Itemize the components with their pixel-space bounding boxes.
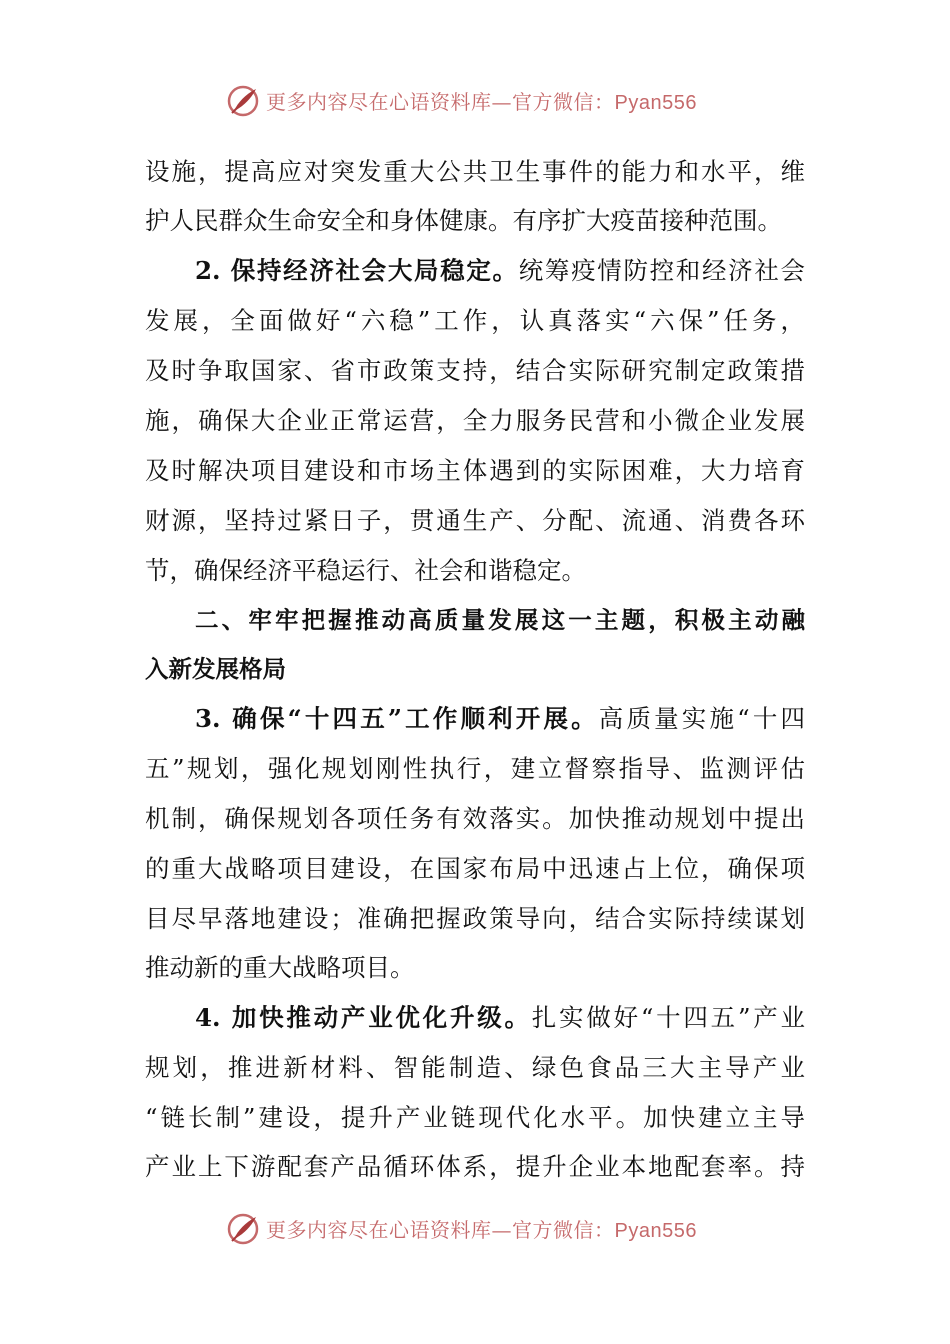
body-line: 五”规划，强化规划刚性执行，建立督察指导、监测评估 (145, 754, 805, 783)
footer-banner (0, 1210, 950, 1250)
wechat-id: Pyan556 (614, 1220, 697, 1242)
body-line: 及时争取国家、省市政策支持，结合实际研究制定政策措 (145, 356, 805, 385)
banner-caption: 更多内容尽在心语资料库—官方微信： (266, 1218, 615, 1242)
header-banner-text (266, 88, 697, 117)
body-line: 推动新的重大战略项目。 (145, 953, 415, 982)
wechat-id: Pyan556 (614, 92, 697, 114)
body-line: 施，确保大企业正常运营，全力服务民营和小微企业发展 (145, 406, 805, 435)
item2-title: 2. 保持经济社会大局稳定。 (195, 256, 519, 285)
footer-banner-text (266, 1216, 697, 1245)
body-line: 规划，推进新材料、智能制造、绿色食品三大主导产业 (145, 1053, 805, 1082)
body-line: “链长制”建设，提升产业链现代化水平。加快建立主导 (145, 1103, 805, 1132)
body-line: 目尽早落地建设；准确把握政策导向，结合实际持续谋划 (145, 904, 805, 933)
body-line: 产业上下游配套产品循环体系，提升企业本地配套率。持 (145, 1152, 805, 1181)
item3-first-line (195, 701, 805, 737)
body-line: 机制，确保规划各项任务有效落实。加快推动规划中提出 (145, 804, 805, 833)
banner-caption: 更多内容尽在心语资料库—官方微信： (266, 90, 615, 114)
body-line: 财源，坚持过紧日子，贯通生产、分配、流通、消费各环 (145, 506, 805, 535)
body-line: 发展，全面做好“六稳”工作，认真落实“六保”任务， (145, 306, 805, 335)
body-line: 的重大战略项目建设，在国家布局中迅速占上位，确保项 (145, 854, 805, 883)
item3-text: 高质量实施“十四 (598, 704, 805, 733)
feather-pen-logo-icon (226, 1212, 260, 1246)
item3-title: 3. 确保“十四五”工作顺利开展。 (195, 704, 599, 733)
item4-first-line (195, 1000, 805, 1036)
item4-title: 4. 加快推动产业优化升级。 (195, 1003, 532, 1032)
feather-pen-logo-icon (226, 84, 260, 118)
item2-text: 统筹疫情防控和经济社会 (518, 256, 806, 285)
item2-first-line (195, 253, 805, 289)
header-banner (0, 82, 950, 122)
body-line: 及时解决项目建设和市场主体遇到的实际困难，大力培育 (145, 456, 805, 485)
section-heading-cont: 入新发展格局 (145, 655, 286, 683)
body-line: 节，确保经济平稳运行、社会和谐稳定。 (145, 556, 586, 585)
item4-text: 扎实做好“十四五”产业 (531, 1003, 805, 1032)
body-line: 设施，提高应对突发重大公共卫生事件的能力和水平，维 (145, 157, 805, 186)
section-heading: 二、牢牢把握推动高质量发展这一主题，积极主动融 (195, 606, 805, 634)
body-line: 护人民群众生命安全和身体健康。有序扩大疫苗接种范围。 (145, 206, 782, 235)
